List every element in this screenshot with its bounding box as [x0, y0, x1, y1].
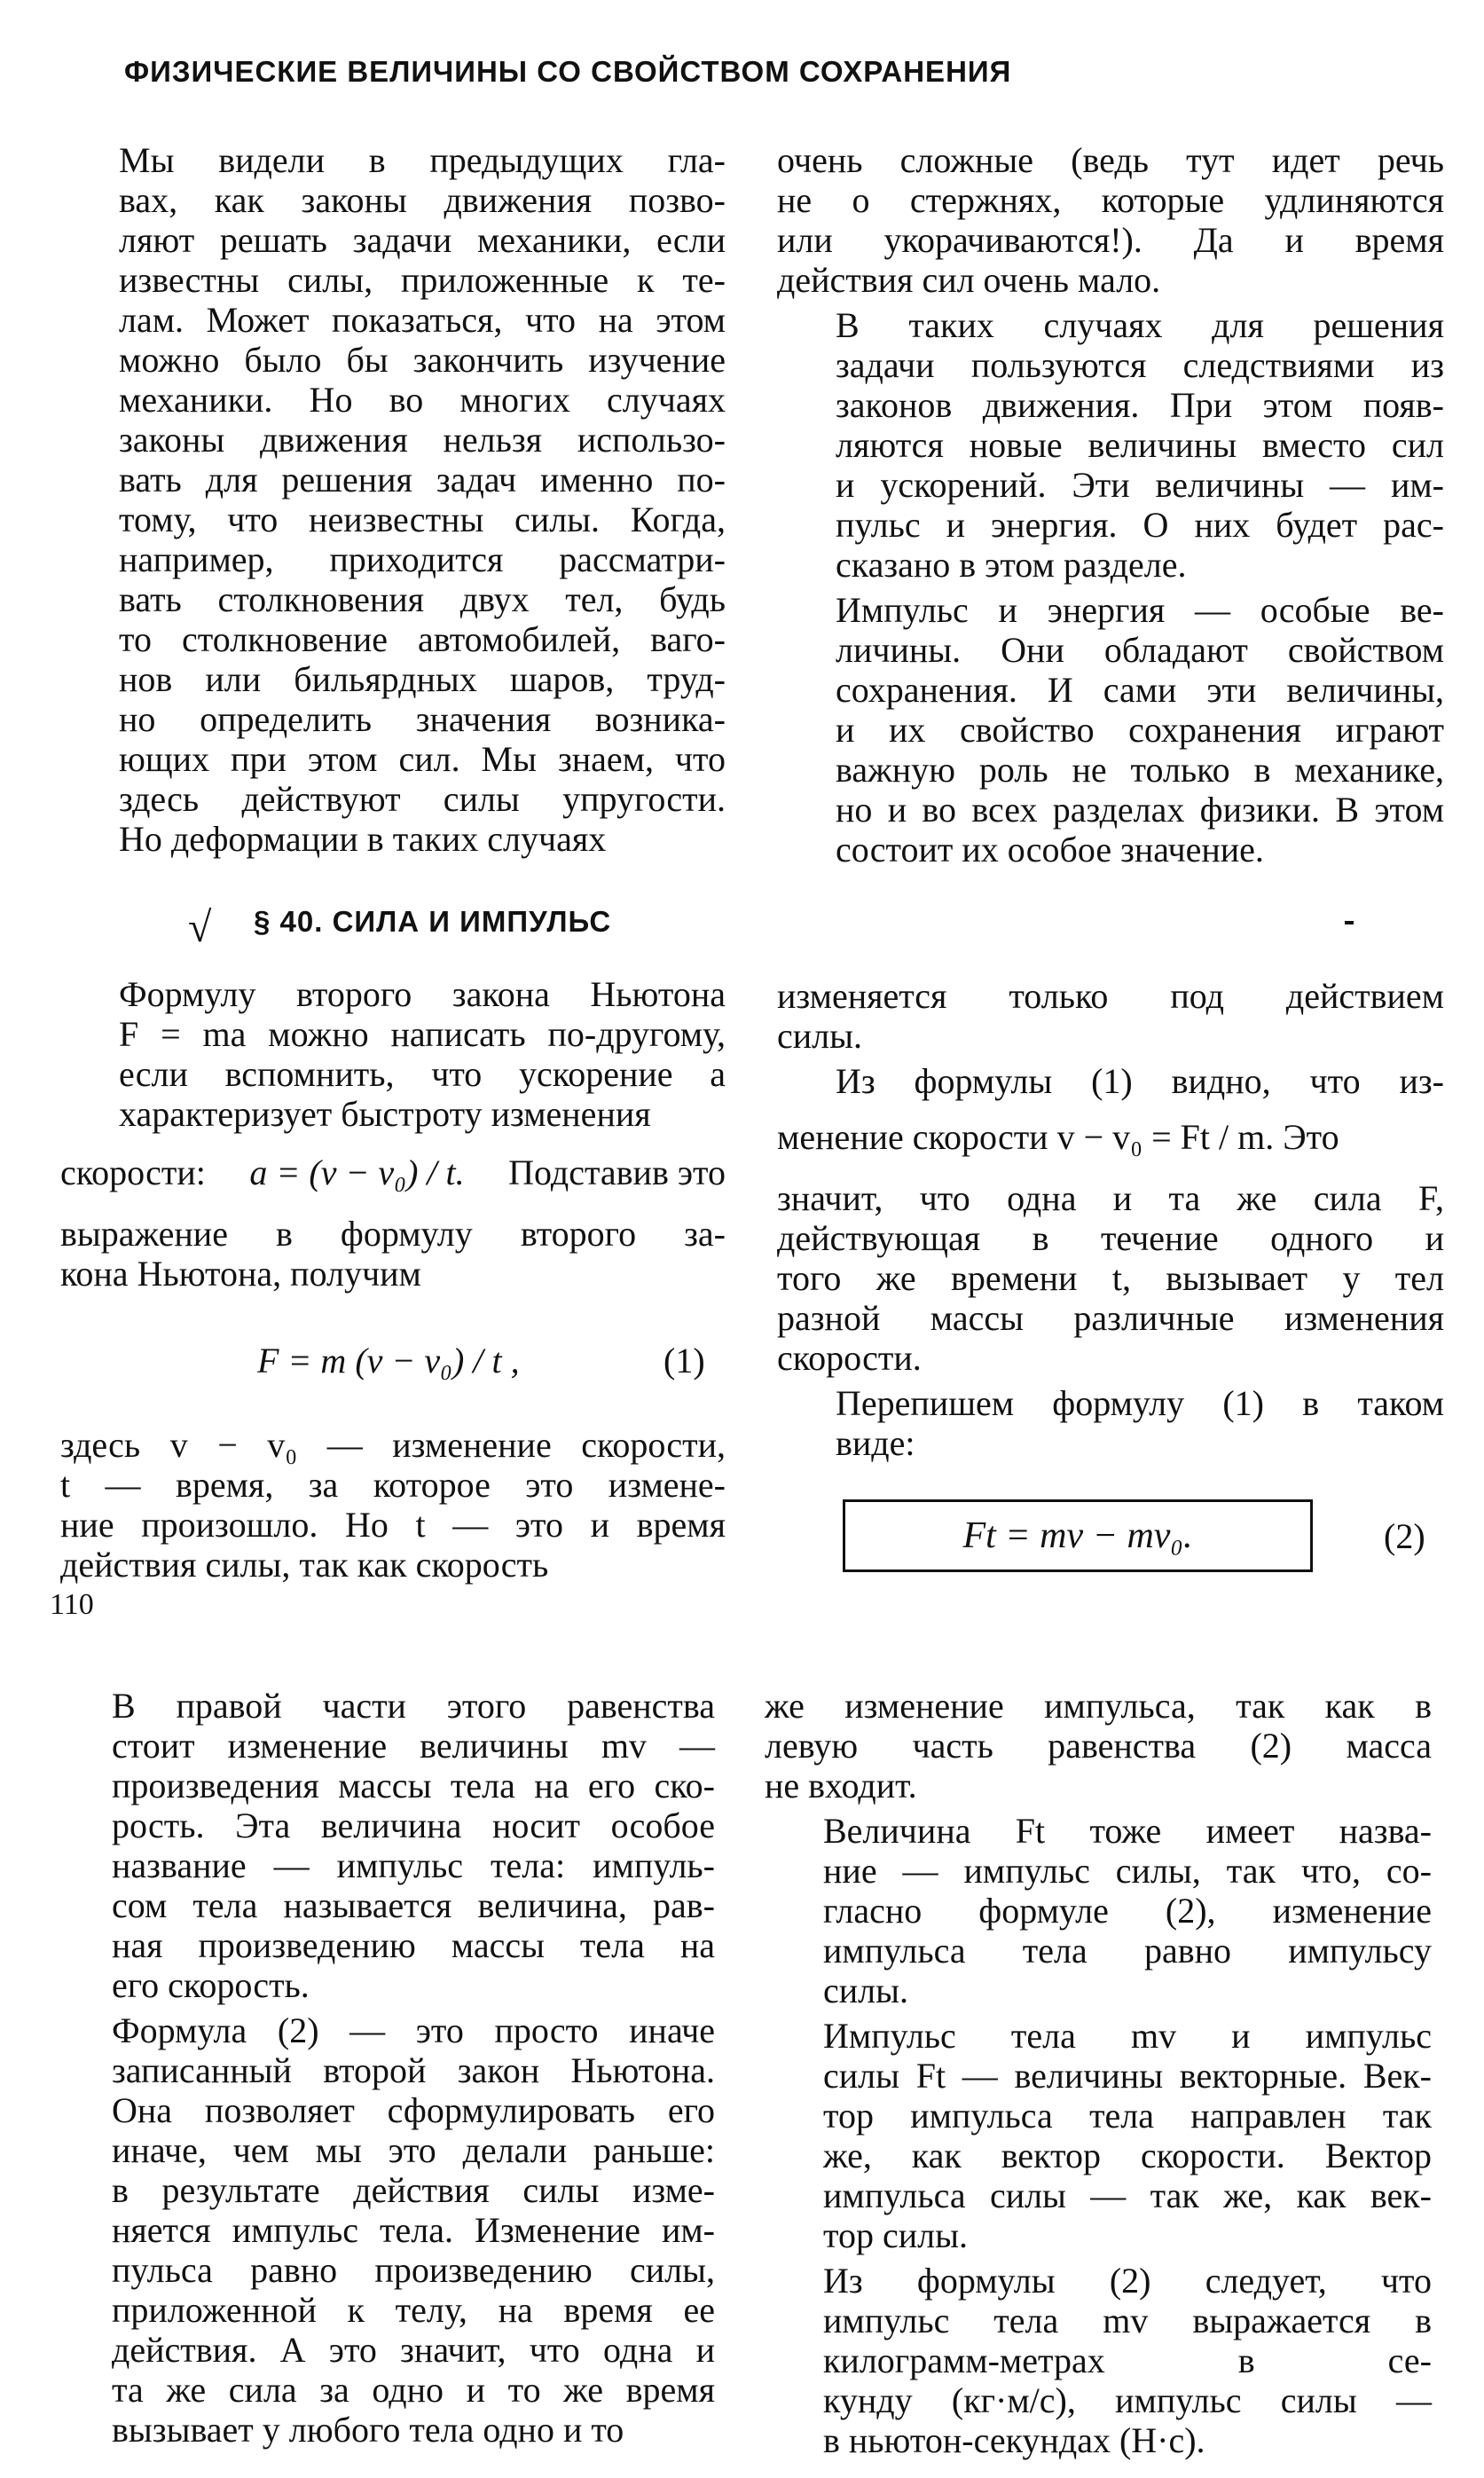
text-line: значит, что одна и та же сила F,	[777, 1178, 1444, 1218]
text-line: иначе, чем мы это делали раньше:	[112, 2130, 715, 2170]
mass-paragraph	[777, 1178, 1444, 1378]
force-paragraph	[777, 976, 1444, 1056]
text-line: действия силы, так как скорость	[60, 1545, 549, 1585]
section40-intro-paragraph	[60, 974, 726, 1134]
text-line: F = ma можно написать по-другому,	[119, 1014, 726, 1054]
text-line: гласно формуле (2), изменение	[823, 1891, 1432, 1931]
text-line: ляют решать задачи механики, если	[119, 220, 726, 260]
text-line: В таких случаях для решения	[836, 305, 1444, 345]
substitution-paragraph	[60, 1214, 726, 1294]
text-line: виде:	[836, 1423, 915, 1463]
text-line: кунду (кг·м/с), импульс силы —	[823, 2380, 1432, 2420]
text-line: выражение в формулу второго за-	[60, 1214, 726, 1254]
text-line: его скорость.	[112, 1965, 310, 2005]
text-line: лам. Может показаться, что на этом	[119, 300, 726, 340]
text-line: скорости.	[777, 1338, 922, 1378]
text-line: приложенной к телу, на время ее	[112, 2290, 715, 2330]
text-line: вать для решения задач именно по-	[119, 460, 726, 500]
text-line: кона Ньютона, получим	[60, 1254, 421, 1294]
accel-formula-prefix: скорости:	[60, 1152, 206, 1192]
formula-2-number: (2)	[1384, 1516, 1425, 1556]
bottom-right-column	[765, 1686, 1432, 2460]
text-line: то столкновение автомобилей, ваго-	[119, 619, 726, 659]
section40-right-column	[777, 976, 1444, 1101]
text-line: законов движения. При этом появ-	[836, 385, 1444, 425]
text-line: импульса силы — так же, как век-	[823, 2175, 1432, 2215]
text-line: в результате действия силы изме-	[112, 2170, 715, 2210]
intro-right-paragraph-3	[777, 590, 1444, 869]
text-line: Она позволяет сформулировать его	[112, 2090, 715, 2130]
intro-right-column	[777, 140, 1444, 869]
text-line: и ускорений. Эти величины — им-	[836, 465, 1444, 505]
intro-left-paragraph	[60, 140, 726, 859]
paragraph-heading: § 40. СИЛА И ИМПУЛЬС	[254, 905, 612, 938]
text-line: действующая в течение одного и	[777, 1218, 1444, 1258]
text-line: если вспомнить, что ускорение a	[119, 1054, 726, 1094]
text-line: силы.	[777, 1016, 862, 1056]
text-line: импульс тела mv выражается в	[823, 2301, 1432, 2340]
text-line: действия сил очень мало.	[777, 260, 1161, 300]
text-line: ние — импульс силы, так что, со-	[823, 1851, 1432, 1891]
text-line: Из формулы (2) следует, что	[823, 2261, 1432, 2301]
text-line: сказано в этом разделе.	[836, 545, 1187, 585]
text-line: известны силы, приложенные к те-	[119, 260, 726, 300]
section-heading: ФИЗИЧЕСКИЕ ВЕЛИЧИНЫ СО СВОЙСТВОМ СОХРАНЕНИЯ	[124, 55, 1012, 88]
text-line: не о стержнях, которые удлиняются	[777, 180, 1444, 220]
text-line: сом тела называется величина, рав-	[112, 1885, 715, 1925]
text-line: пульса равно произведению силы,	[112, 2250, 715, 2290]
text-line: того же времени t, вызывает у тел	[777, 1258, 1444, 1298]
text-line: t — время, за которое это измене-	[60, 1465, 726, 1505]
text-line: в ньютон-секундах (Н·с).	[823, 2420, 1205, 2460]
section40-left-column-b	[60, 1214, 726, 1294]
text-line: и их свойство сохранения играют	[836, 710, 1444, 750]
text-line: Импульс и энергия — особые ве-	[836, 590, 1444, 630]
text-line: Формулу второго закона Ньютона	[119, 974, 726, 1014]
text-line: тому, что неизвестны силы. Когда,	[119, 500, 726, 539]
vector-paragraph	[765, 2016, 1432, 2255]
text-line: Величина Ft тоже имеет назва-	[823, 1811, 1432, 1851]
text-line: Перепишем формулу (1) в таком	[836, 1383, 1444, 1423]
text-line: Импульс тела mv и импульс	[823, 2016, 1432, 2056]
bottom-left-column	[53, 1686, 715, 2450]
text-line: левую часть равенства (2) масса	[765, 1726, 1432, 1766]
text-line: но определить значения возника-	[119, 699, 726, 739]
text-line: очень сложные (ведь тут идет речь	[777, 140, 1444, 180]
text-line: Формула (2) — это просто иначе	[112, 2010, 715, 2050]
text-line: сохранения. И сами эти величины,	[836, 670, 1444, 710]
text-line: личины. Они обладают свойством	[836, 630, 1444, 670]
text-line: килограмм-метрах в се-	[823, 2340, 1432, 2380]
text-line: та же сила за одно и то же время	[112, 2370, 715, 2410]
intro-right-paragraph-2	[777, 305, 1444, 585]
text-line: стоит изменение величины mv —	[112, 1726, 715, 1766]
text-line: состоит их особое значение.	[836, 830, 1264, 869]
text-line: не входит.	[765, 1766, 917, 1805]
text-line: название — импульс тела: импуль-	[112, 1845, 715, 1885]
stray-mark	[1345, 921, 1354, 924]
text-line: записанный второй закон Ньютона.	[112, 2050, 715, 2090]
text-line: характеризует быстроту изменения	[119, 1094, 651, 1134]
text-line: изменяется только под действием	[777, 976, 1444, 1016]
formula-1: F = m (v − v₀) / t ,	[257, 1341, 520, 1381]
velocity-change-line-1: Из формулы (1) видно, что из-	[836, 1061, 1444, 1101]
accel-formula-line	[60, 1152, 726, 1193]
text-line: можно было бы закончить изучение	[119, 340, 726, 380]
text-line: ная произведению массы тела на	[112, 1925, 715, 1965]
text-line: ние произошло. Но t — это и время	[60, 1505, 726, 1545]
units-paragraph	[765, 2261, 1432, 2460]
text-line: или укорачиваются!). Да и время	[777, 220, 1444, 260]
velocity-change-formula-line: менение скорости v − v₀ = Ft / m. Это	[777, 1117, 1339, 1157]
page-number: 110	[50, 1588, 94, 1621]
formula-1-number: (1)	[663, 1341, 705, 1381]
intro-left-column	[60, 140, 726, 859]
intro-right-paragraph-1	[777, 140, 1444, 300]
section40-left-column-c	[60, 1425, 726, 1585]
text-line: ющих при этом сил. Мы знаем, что	[119, 739, 726, 779]
formula-2-box: Ft = mv − mv₀.	[843, 1499, 1313, 1572]
text-line: силы Ft — величины векторные. Век-	[823, 2056, 1432, 2096]
text-line: силы.	[823, 1971, 908, 2010]
text-line: пульс и энергия. О них будет рас-	[836, 505, 1444, 545]
section40-left-column	[60, 974, 726, 1134]
text-line: но и во всех разделах физики. В этом	[836, 790, 1444, 830]
text-line: нов или бильярдных шаров, труд-	[119, 659, 726, 699]
rewrite-paragraph	[777, 1383, 1444, 1463]
text-line: механики. Но во многих случаях	[119, 380, 726, 420]
text-line: разной массы различные изменения	[777, 1298, 1444, 1338]
text-line: Мы видели в предыдущих гла-	[119, 140, 726, 180]
section40-right-column-b	[777, 1178, 1444, 1463]
text-line: здесь действуют силы упругости.	[119, 779, 726, 819]
impulse-paragraph	[765, 1811, 1432, 2010]
text-line: тор силы.	[823, 2215, 968, 2255]
text-line: произведения массы тела на его ско-	[112, 1766, 715, 1805]
text-line: В правой части этого равенства	[112, 1686, 715, 1726]
text-line: импульса тела равно импульсу	[823, 1931, 1432, 1971]
text-line: действия. А это значит, что одна и	[112, 2330, 715, 2370]
velocity-change-paragraph	[777, 1061, 1444, 1101]
text-line: же изменение импульса, так как в	[765, 1686, 1432, 1726]
momentum-definition-paragraph	[53, 1686, 715, 2005]
text-line: Но деформации в таких случаях	[119, 819, 607, 859]
text-line: ляются новые величины вместо сил	[836, 425, 1444, 465]
text-line: задачи пользуются следствиями из	[836, 345, 1444, 385]
text-line: же, как вектор скорости. Вектор	[823, 2136, 1432, 2175]
accel-formula: a = (v − v₀) / t.	[249, 1152, 465, 1192]
check-mark: √	[188, 904, 212, 951]
newton-law-paragraph	[53, 2010, 715, 2450]
text-line: вызывает у любого тела одно и то	[112, 2410, 624, 2450]
text-line: например, приходится рассматри-	[119, 539, 726, 579]
text-line: здесь v − v₀ — изменение скорости,	[60, 1425, 726, 1465]
text-line: тор импульса тела направлен так	[823, 2096, 1432, 2136]
definition-paragraph	[60, 1425, 726, 1585]
momentum-change-paragraph	[765, 1686, 1432, 1805]
text-line: вать столкновения двух тел, будь	[119, 579, 726, 619]
accel-formula-suffix: Подставив это	[508, 1152, 726, 1192]
text-line: важную роль не только в механике,	[836, 750, 1444, 790]
text-line: няется импульс тела. Изменение им-	[112, 2210, 715, 2250]
text-line: вах, как законы движения позво-	[119, 180, 726, 220]
text-line: законы движения нельзя использо-	[119, 420, 726, 460]
text-line: рость. Эта величина носит особое	[112, 1805, 715, 1845]
